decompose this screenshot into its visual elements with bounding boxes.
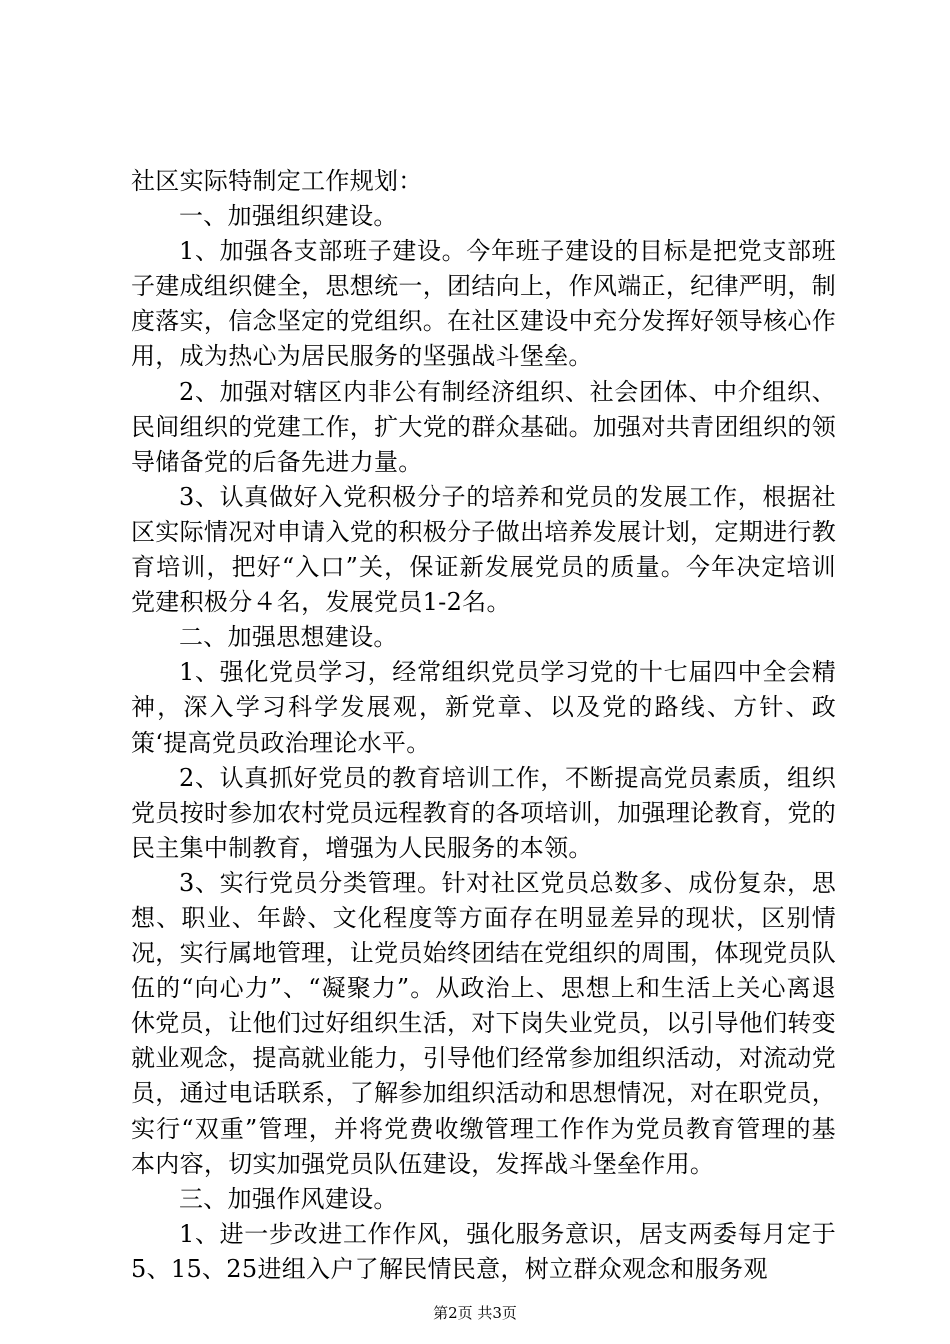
- paragraph-study: 1、强化党员学习，经常组织党员学习党的十七届四中全会精神，深入学习科学发展观，新党章、以及党的路线、方针、政策‘提高党员政治理论水平。: [131, 658, 836, 757]
- paragraph-branch-building: 1、加强各支部班子建设。今年班子建设的目标是把党支部班子建成组织健全，思想统一，团结向上，作风端正，纪律严明，制度落实，信念坚定的党组织。在社区建设中充分发挥好领导核心作用，成为热心为居民服务的坚强战斗堡垒。: [131, 237, 836, 371]
- document-body: [131, 164, 836, 1287]
- heading-work-style: 三、加强作风建设。: [179, 1184, 398, 1213]
- heading-organization: 一、加强组织建设。: [179, 202, 398, 231]
- paragraph-training: 2、认真抓好党员的教育培训工作，不断提高党员素质，组织党员按时参加农村党员远程教育的各项培训，加强理论教育，党的民主集中制教育，增强为人民服务的本领。: [131, 763, 836, 862]
- heading-ideology: 二、加强思想建设。: [179, 623, 398, 652]
- paragraph-intro: 社区实际特制定工作规划：: [131, 167, 423, 195]
- paragraph-improve-style: 1、进一步改进工作作风，强化服务意识，居支两委每月定于5、15、25进组入户了解民情民意，树立群众观念和服务观: [131, 1219, 836, 1283]
- paragraph-classified-management: 3、实行党员分类管理。针对社区党员总数多、成份复杂，思想、职业、年龄、文化程度等方面存在明显差异的现状，区别情况，实行属地管理，让党员始终团结在党组织的周围，体现党员队伍的“向心力”、“凝聚力”。从政治上、思想上和生活上关心离退休党员，让他们过好组织生活，对下岗失业党员，以引导他们转变就业观念，提高就业能力，引导他们经常参加组织活动，对流动党员，通过电话联系，了解参加组织活动和思想情况，对在职党员，实行“双重”管理，并将党费收缴管理工作作为党员教育管理的基本内容，切实加强党员队伍建设，发挥战斗堡垒作用。: [131, 868, 836, 1178]
- paragraph-party-development: 3、认真做好入党积极分子的培养和党员的发展工作，根据社区实际情况对申请入党的积极分子做出培养发展计划，定期进行教育培训，把好“入口”关，保证新发展党员的质量。今年决定培训党建积极分４名，发展党员1-2名。: [131, 482, 836, 617]
- paragraph-non-public-orgs: 2、加强对辖区内非公有制经济组织、社会团体、中介组织、民间组织的党建工作，扩大党的群众基础。加强对共青团组织的领导储备党的后备先进力量。: [131, 377, 836, 476]
- page-number-footer: 第2页 共3页: [433, 1304, 517, 1322]
